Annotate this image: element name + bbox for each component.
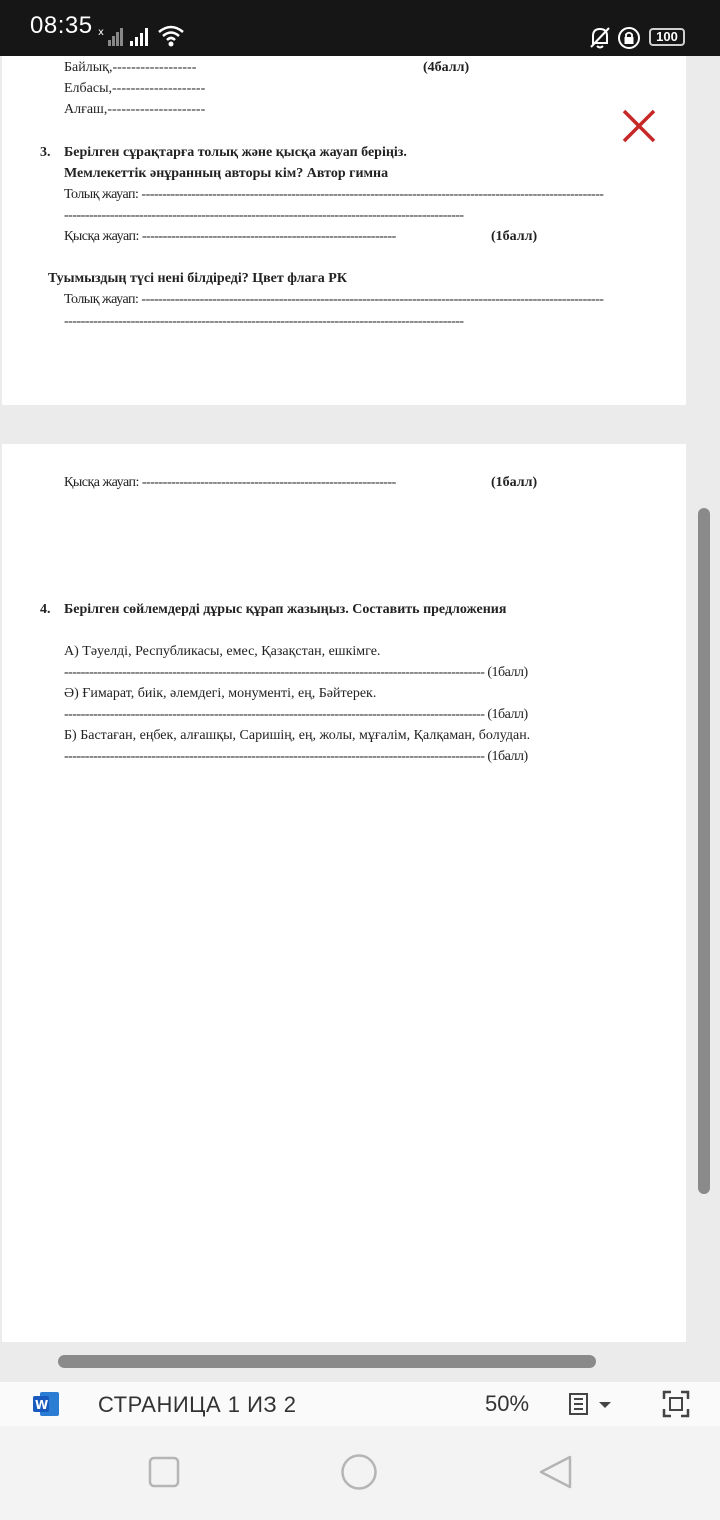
short-answer-2-score: (1балл)	[491, 475, 538, 490]
short-answer-line-1: Қысқа жауап: -------------------------------------------------------------	[64, 229, 396, 244]
status-bar	[0, 0, 720, 56]
item-ae: Ә) Ғимарат, биік, әлемдегі, монументі, ең, Бәйтерек.	[64, 686, 377, 701]
flag-question: Туымыздың түсі нені білдіреді? Цвет флага РК	[48, 271, 348, 286]
bottom-toolbar	[0, 1382, 720, 1426]
item-a-line: ----------------------------------------------------------------------------------------------------- (1балл)	[64, 665, 528, 680]
question-4-title: Берілген сөйлемдерді дұрыс құрап жазыңыз. Составить предложения	[64, 602, 507, 617]
line-algash: Алғаш,---------------------	[64, 102, 206, 117]
question-3-number: 3.	[40, 145, 51, 160]
document-page-2	[2, 444, 686, 1342]
signal-x-icon	[98, 26, 124, 48]
home-circle-icon[interactable]	[340, 1453, 378, 1491]
battery-icon: 100	[649, 28, 685, 46]
svg-text:x: x	[98, 27, 104, 38]
line-bailyk: Байлық,------------------	[64, 60, 197, 75]
question-3-title: Берілген сұрақтарға толық және қысқа жауап беріңіз.	[64, 145, 407, 160]
item-b: Б) Бастаған, еңбек, алғашқы, Саришің, ең, жолы, мұғалім, Қалқаман, болудан.	[64, 728, 531, 743]
full-answer-line-2: Толық жауап: ---------------------------------------------------------------------------------------------------------------	[64, 292, 604, 307]
item-a: А) Тәуелді, Республикасы, емес, Қазақстан, ешкімге.	[64, 644, 381, 659]
item-ae-line: ----------------------------------------------------------------------------------------------------- (1балл)	[64, 707, 528, 722]
line-elbasy: Елбасы,--------------------	[64, 81, 206, 96]
reading-mode-icon[interactable]	[568, 1392, 590, 1416]
horizontal-scrollbar[interactable]	[58, 1355, 596, 1368]
dropdown-arrow-icon[interactable]	[598, 1400, 612, 1410]
document-page-1	[2, 56, 686, 405]
zoom-level[interactable]: 50%	[485, 1391, 530, 1416]
question-3-subtitle: Мемлекеттік әнұранның авторы кім? Автор гимна	[64, 166, 389, 181]
vertical-scrollbar[interactable]	[698, 508, 710, 1194]
short-answer-1-score: (1балл)	[491, 229, 538, 244]
close-icon[interactable]	[621, 108, 657, 144]
full-answer-line-1: Толық жауап: ---------------------------------------------------------------------------------------------------------------	[64, 187, 604, 202]
navigation-bar	[0, 1426, 720, 1520]
mute-bell-icon	[589, 26, 611, 50]
recents-square-icon[interactable]	[148, 1456, 180, 1488]
page-indicator: СТРАНИЦА 1 ИЗ 2	[98, 1392, 297, 1417]
signal-icon	[128, 26, 152, 48]
wifi-icon	[157, 24, 185, 48]
dash-line-1: ------------------------------------------------------------------------------------------------	[64, 208, 464, 223]
vpn-lock-icon	[617, 26, 641, 50]
question-4-number: 4.	[40, 602, 51, 617]
back-triangle-icon[interactable]	[538, 1454, 574, 1490]
dash-line-2: ------------------------------------------------------------------------------------------------	[64, 314, 464, 329]
short-answer-line-2: Қысқа жауап: -------------------------------------------------------------	[64, 475, 396, 490]
fit-screen-icon[interactable]	[662, 1390, 690, 1418]
word-icon	[32, 1390, 60, 1418]
status-time: 08:35	[30, 12, 93, 39]
svg-text:W: W	[35, 1398, 49, 1412]
score-4: (4балл)	[423, 60, 470, 75]
item-b-line: ----------------------------------------------------------------------------------------------------- (1балл)	[64, 749, 528, 764]
